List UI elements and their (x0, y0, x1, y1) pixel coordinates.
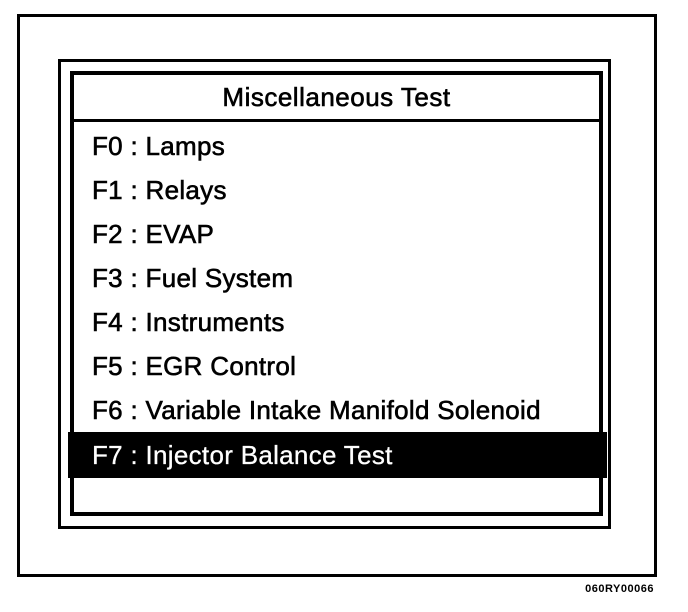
menu-item-f3[interactable]: F3 : Fuel System (92, 262, 294, 293)
menu-item-f1[interactable]: F1 : Relays (92, 174, 227, 205)
page-title: Miscellaneous Test (74, 75, 599, 122)
menu-list (74, 122, 599, 478)
menu-item-f4[interactable]: F4 : Instruments (92, 306, 285, 337)
menu-item-f2[interactable]: F2 : EVAP (92, 218, 215, 249)
menu-item-f7[interactable]: F7 : Injector Balance Test (68, 432, 607, 478)
menu-panel (70, 71, 603, 516)
figure-code: 060RY00066 (585, 583, 654, 595)
menu-item-f6[interactable]: F6 : Variable Intake Manifold Solenoid (92, 394, 541, 425)
menu-item-f5[interactable]: F5 : EGR Control (92, 350, 297, 381)
menu-item-f0[interactable]: F0 : Lamps (92, 130, 226, 161)
